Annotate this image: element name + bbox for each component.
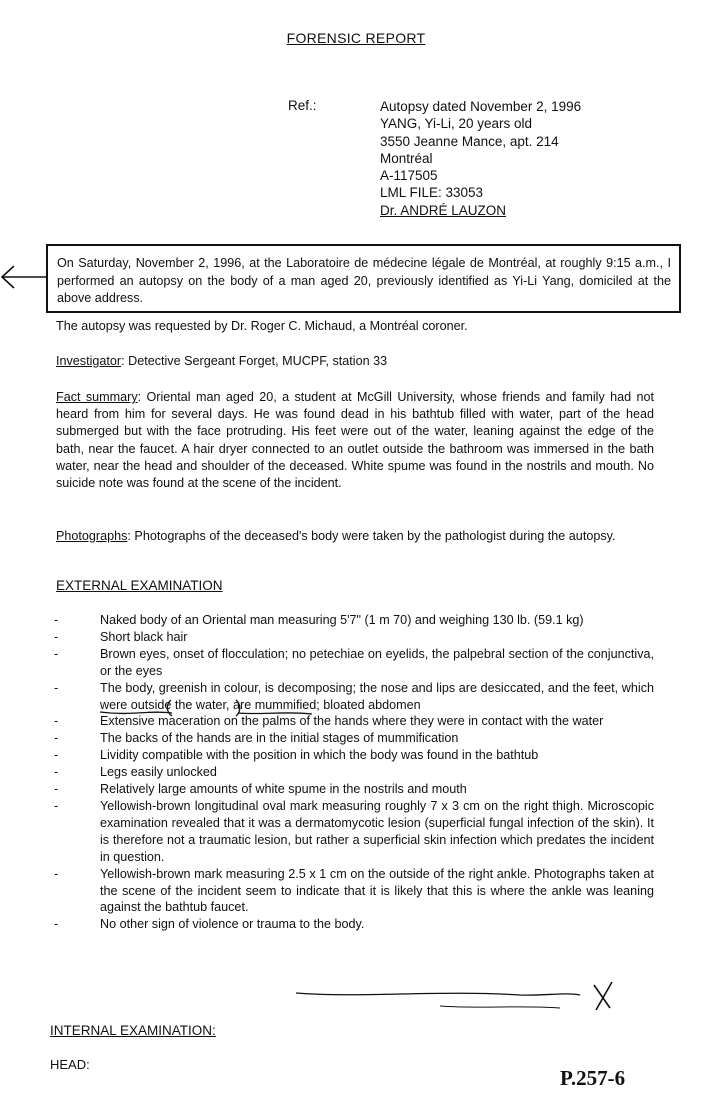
investigator-label: Investigator: [56, 354, 122, 368]
external-examination-heading: EXTERNAL EXAMINATION: [56, 578, 223, 593]
ref-label: Ref.:: [288, 98, 317, 113]
fact-summary-text: : Oriental man aged 20, a student at McGill University, whose friends and family had not heard from him for several days. He was found dead in his bathtub filled with water, part of the head submerged but with the face protruding. His feet were out of the water, leaning against the edge of the bath, near the faucet. A hair dryer connected to an outlet outside the bathroom was immersed in the bath water, near the head and shoulder of the deceased. White spume was found in the nostrils and mouth. No suicide note was found at the scene of the incident.: [56, 390, 654, 491]
handwritten-underline-faucet: [296, 993, 580, 995]
list-item: - Relatively large amounts of white spume in the nostrils and mouth: [52, 781, 654, 798]
ref-city: Montréal: [380, 150, 433, 166]
head-section-label: HEAD:: [50, 1057, 90, 1072]
list-item: - Yellowish-brown longitudinal oval mark measuring roughly 7 x 3 cm on the right thigh. Microscopic examination revealed that it was a dermatomycotic lesion (superficial fungal infection of the skin). It is therefore not a traumatic lesion, but rather a superficial skin infection which predates the incident in question.: [52, 798, 654, 866]
margin-arrow-icon: [0, 262, 48, 292]
list-item: - Lividity compatible with the position in which the body was found in the bathtub: [52, 747, 654, 764]
ref-block: [380, 98, 581, 219]
external-examination-list: [52, 612, 654, 933]
list-item: - The backs of the hands are in the initial stages of mummification: [52, 730, 654, 747]
handwritten-x-mark-icon: [594, 982, 612, 1010]
list-item: - The body, greenish in colour, is decomposing; the nose and lips are desiccated, and the feet, which were outside the water, are mummified; bloated abdomen: [52, 680, 654, 714]
fact-summary-label: Fact summary: [56, 390, 138, 404]
ref-file-number: A-117505: [380, 168, 438, 184]
ref-lml-file: LML FILE: 33053: [380, 185, 484, 201]
intro-box: On Saturday, November 2, 1996, at the Laboratoire de médecine légale de Montréal, at roughly 9:15 a.m., I performed an autopsy on the body of a man aged 20, previously identified as Yi-Li Yang, domiciled at the above address.: [46, 244, 681, 313]
investigator-text: : Detective Sergeant Forget, MUCPF, station 33: [121, 354, 388, 368]
list-item: - Legs easily unlocked: [52, 764, 654, 781]
fact-summary-paragraph: [56, 389, 654, 492]
internal-examination-heading: INTERNAL EXAMINATION:: [50, 1023, 216, 1038]
list-item: - Brown eyes, onset of flocculation; no petechiae on eyelids, the palpebral section of the conjunctiva, or the eyes: [52, 646, 654, 680]
list-item: - Extensive maceration on the palms of the hands where they were in contact with the water: [52, 713, 654, 730]
list-item: - Yellowish-brown mark measuring 2.5 x 1 cm on the outside of the right ankle. Photographs taken at the scene of the incident seem to indicate that it is likely that this is where the ankle was leaning against the bathtub faucet.: [52, 866, 654, 917]
ref-address: 3550 Jeanne Mance, apt. 214: [380, 133, 559, 149]
list-item: - Naked body of an Oriental man measuring 5'7" (1 m 70) and weighing 130 lb. (59.1 kg): [52, 612, 654, 629]
photographs-label: Photographs: [56, 529, 128, 543]
ref-name: YANG, Yi-Li, 20 years old: [380, 116, 533, 132]
requested-by-paragraph: The autopsy was requested by Dr. Roger C. Michaud, a Montréal coroner.: [56, 319, 468, 333]
ref-autopsy-date: Autopsy dated November 2, 1996: [380, 99, 582, 114]
ref-pathologist: Dr. ANDRÉ LAUZON: [380, 202, 507, 218]
page-number: P.257-6: [560, 1066, 626, 1090]
list-item: - Short black hair: [52, 629, 654, 646]
handwritten-underline-extension: [440, 1006, 560, 1008]
photographs-paragraph: [56, 528, 654, 545]
report-title: FORENSIC REPORT: [286, 30, 426, 46]
investigator-paragraph: [56, 353, 654, 370]
list-item: - No other sign of violence or trauma to the body.: [52, 916, 654, 933]
photographs-text: : Photographs of the deceased's body were taken by the pathologist during the autopsy.: [127, 529, 616, 543]
